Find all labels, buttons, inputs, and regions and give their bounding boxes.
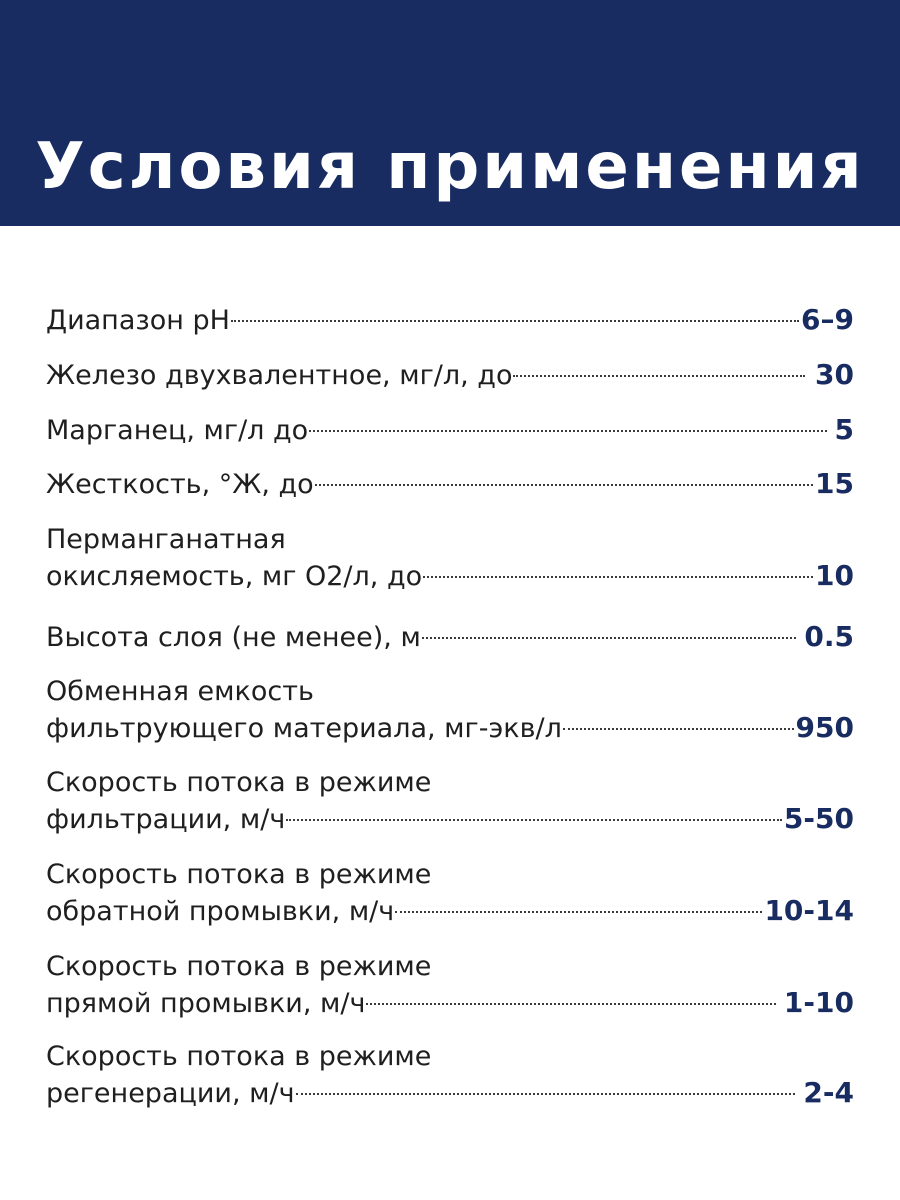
spec-value: 15 (815, 467, 854, 500)
dot-leader (296, 1093, 796, 1095)
dot-leader (366, 1003, 776, 1005)
spec-label: Железо двухвалентное, мг/л, до (46, 360, 513, 391)
spec-label-line: Скорость потока в режиме (46, 951, 432, 982)
spec-value: 10 (815, 559, 854, 592)
spec-value: 950 (795, 711, 854, 744)
spec-label: Марганец, мг/л до (46, 415, 309, 446)
spec-value: 5-50 (783, 802, 854, 835)
page-title: Условия применения (35, 129, 865, 204)
spec-label-line: Скорость потока в режиме (46, 767, 432, 798)
spec-label: прямой промывки, м/ч (46, 988, 366, 1019)
dot-leader (513, 375, 805, 377)
spec-label-line: Обменная емкость (46, 676, 314, 707)
spec-label: обратной промывки, м/ч (46, 896, 395, 927)
spec-value: 2-4 (803, 1076, 854, 1109)
dot-leader (315, 484, 813, 486)
spec-value: 6–9 (801, 303, 854, 336)
dot-leader (423, 576, 813, 578)
dot-leader (395, 911, 762, 913)
spec-label: фильтрации, м/ч (46, 804, 286, 835)
spec-value: 0.5 (804, 620, 854, 653)
spec-value: 5 (834, 413, 854, 446)
dot-leader (309, 430, 826, 432)
dot-leader (422, 637, 797, 639)
dot-leader (286, 819, 782, 821)
spec-label-line: Перманганатная (46, 524, 286, 555)
spec-label-line: Скорость потока в режиме (46, 859, 432, 890)
spec-label: Жесткость, °Ж, до (46, 469, 314, 500)
spec-label: Высота слоя (не менее), м (46, 622, 421, 653)
spec-value: 10-14 (764, 894, 854, 927)
spec-label: фильтрующего материала, мг-экв/л (46, 713, 562, 744)
dot-leader (231, 320, 799, 322)
spec-label: регенерации, м/ч (46, 1078, 295, 1109)
spec-value: 30 (815, 358, 854, 391)
spec-value: 1-10 (783, 986, 854, 1019)
spec-label: Диапазон pH (46, 305, 230, 336)
spec-label: окисляемость, мг О2/л, до (46, 561, 423, 592)
spec-label-line: Скорость потока в режиме (46, 1041, 432, 1072)
dot-leader (563, 728, 794, 730)
